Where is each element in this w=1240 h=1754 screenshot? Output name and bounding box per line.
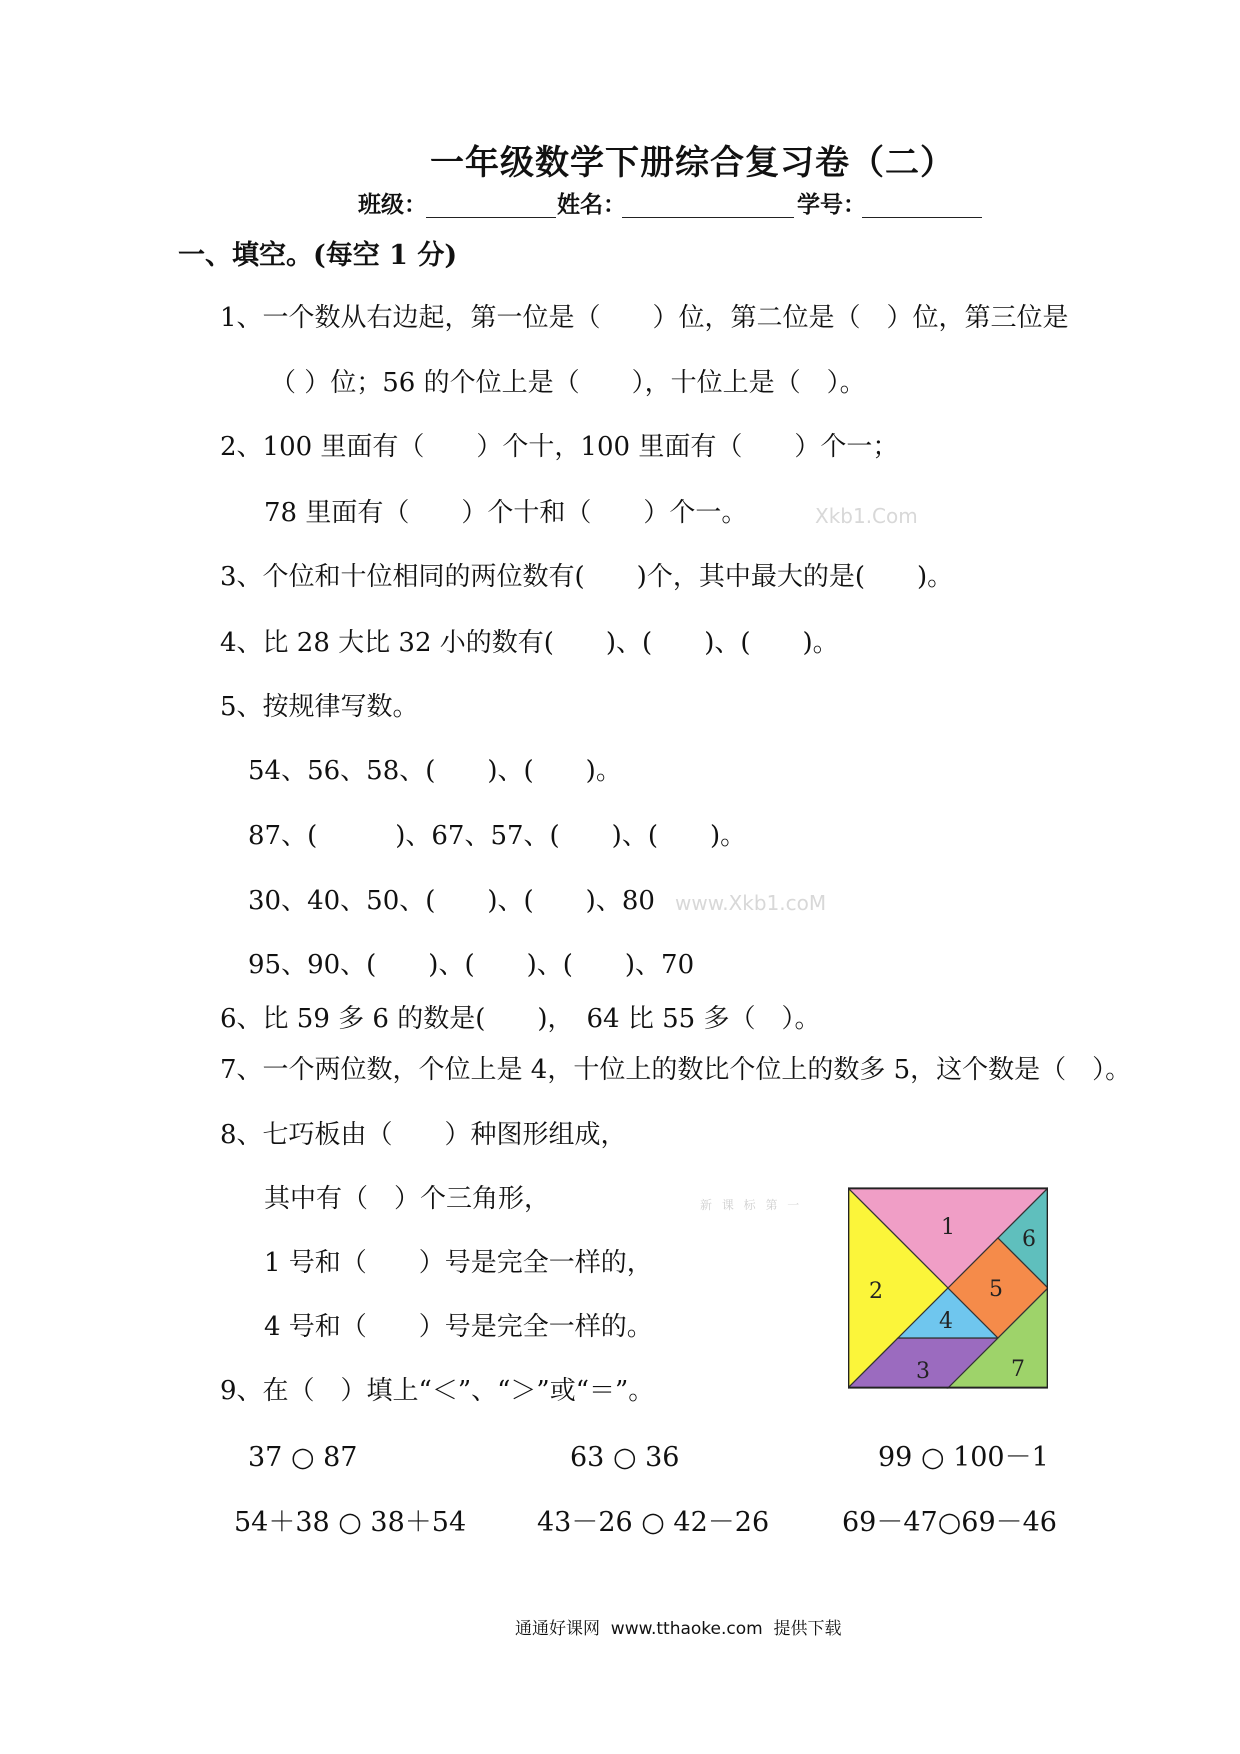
watermark-1: Xkb1.Com bbox=[815, 504, 918, 528]
id-label: 学号： bbox=[797, 191, 866, 218]
compare-item-3: 99 ○ 100－1 bbox=[878, 1442, 1049, 1473]
question-1-line-1: 1、一个数从右边起，第一位是（ ）位，第二位是（ ）位，第三位是 bbox=[220, 303, 1069, 333]
question-6: 6、比 59 多 6 的数是( )， 64 比 55 多（ ）。 bbox=[220, 1004, 821, 1034]
tangram-label-3: 3 bbox=[916, 1359, 930, 1384]
question-8-line-3: 1 号和（ ）号是完全一样的， bbox=[264, 1248, 653, 1278]
footer-credit: 通通好课网 www.tthaoke.com 提供下载 bbox=[515, 1619, 842, 1639]
class-label: 班级： bbox=[358, 191, 427, 218]
watermark-3: 新 课 标 第 一 bbox=[700, 1198, 803, 1212]
question-8-line-4: 4 号和（ ）号是完全一样的。 bbox=[264, 1312, 653, 1342]
question-8-line-2: 其中有（ ）个三角形， bbox=[264, 1184, 551, 1214]
question-8-line-1: 8、七巧板由（ ）种图形组成， bbox=[220, 1120, 627, 1150]
question-4: 4、比 28 大比 32 小的数有( )、( )、( )。 bbox=[220, 628, 839, 658]
tangram-label-7: 7 bbox=[1011, 1357, 1025, 1382]
question-5: 5、按规律写数。 bbox=[220, 692, 419, 722]
tangram-label-1: 1 bbox=[941, 1215, 955, 1240]
page-title: 一年级数学下册综合复习卷（二） bbox=[430, 143, 955, 183]
name-label: 姓名： bbox=[557, 191, 626, 218]
tangram-label-6: 6 bbox=[1022, 1227, 1036, 1252]
section-heading: 一、填空。(每空 1 分) bbox=[178, 240, 458, 271]
pattern-row-3: 30、40、50、( )、( )、80 bbox=[248, 886, 655, 916]
compare-item-5: 43－26 ○ 42－26 bbox=[537, 1507, 770, 1538]
tangram-label-5: 5 bbox=[989, 1277, 1003, 1302]
tangram-label-4: 4 bbox=[939, 1309, 953, 1334]
compare-item-4: 54＋38 ○ 38＋54 bbox=[234, 1507, 467, 1538]
name-blank bbox=[622, 217, 794, 218]
id-blank bbox=[862, 217, 982, 218]
question-2-line-2: 78 里面有（ ）个十和（ ）个一。 bbox=[264, 498, 748, 528]
compare-item-1: 37 ○ 87 bbox=[248, 1442, 358, 1473]
class-blank bbox=[426, 217, 556, 218]
question-2-line-1: 2、100 里面有（ ）个十，100 里面有（ ）个一； bbox=[220, 432, 899, 462]
pattern-row-4: 95、90、( )、( )、( )、70 bbox=[248, 950, 695, 980]
tangram-figure bbox=[848, 1186, 1048, 1390]
question-7: 7、一个两位数，个位上是 4，十位上的数比个位上的数多 5，这个数是（ ）。 bbox=[220, 1055, 1132, 1085]
question-1-line-2: （ ）位；56 的个位上是（ ），十位上是（ ）。 bbox=[270, 368, 866, 398]
compare-item-2: 63 ○ 36 bbox=[570, 1442, 680, 1473]
tangram-label-2: 2 bbox=[869, 1279, 883, 1304]
pattern-row-2: 87、( )、67、57、( )、( )。 bbox=[248, 821, 747, 851]
pattern-row-1: 54、56、58、( )、( )。 bbox=[248, 756, 622, 786]
watermark-2: www.Xkb1.coM bbox=[675, 891, 827, 915]
question-9: 9、在（ ）填上“＜”、“＞”或“＝”。 bbox=[220, 1376, 655, 1406]
compare-item-6: 69－47○69－46 bbox=[842, 1507, 1057, 1538]
question-3: 3、个位和十位相同的两位数有( )个，其中最大的是( )。 bbox=[220, 562, 954, 592]
